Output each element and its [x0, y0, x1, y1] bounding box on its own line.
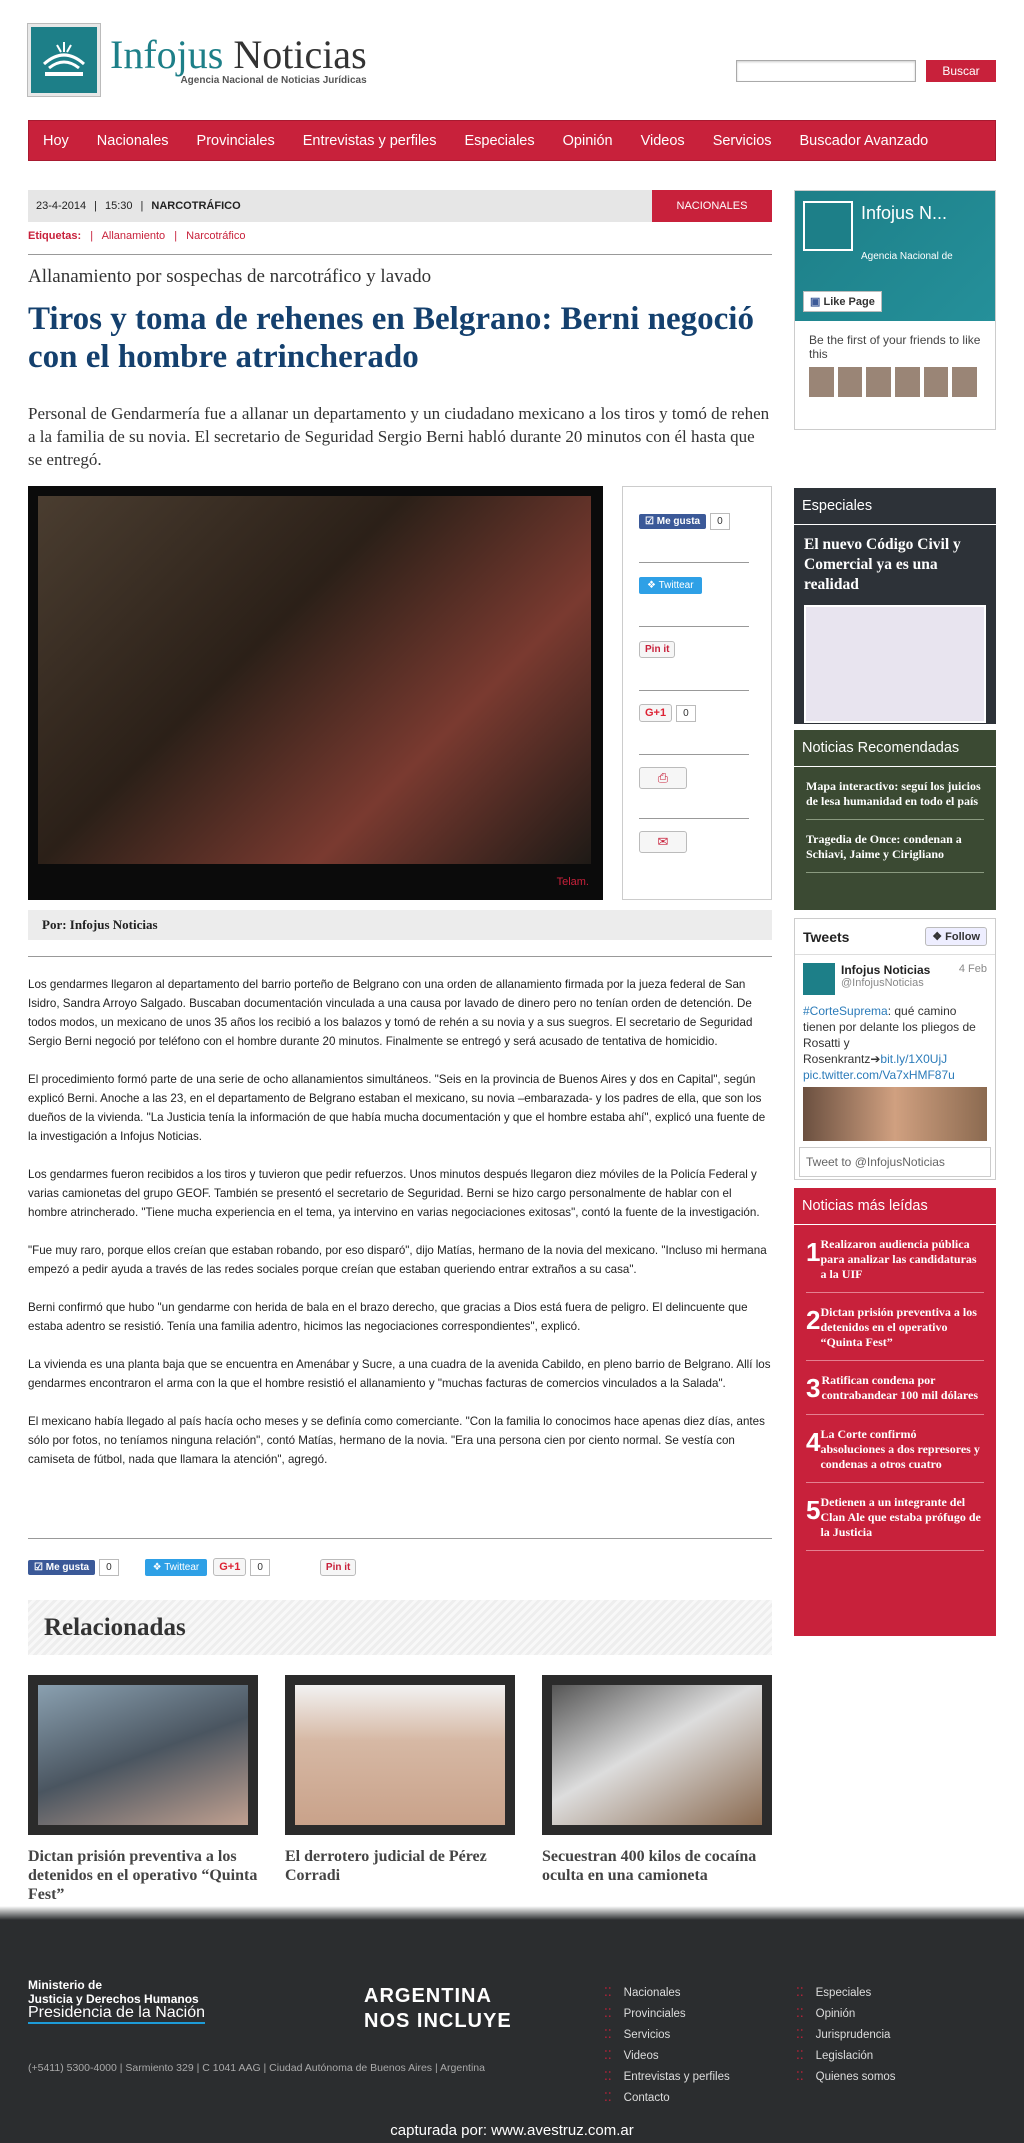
mas-leida-title: Dictan prisión preventiva a los detenidos en el operativo “Quinta Fest” [820, 1305, 977, 1349]
tweet-date[interactable]: 4 Feb [958, 963, 987, 975]
footer-link[interactable]: ⁚⁚ Provinciales [604, 2003, 730, 2024]
search-form [736, 60, 996, 82]
tweet-compose-input[interactable]: Tweet to @InfojusNoticias [799, 1147, 991, 1177]
rank-number: 2 [806, 1305, 821, 1335]
site-logo[interactable] [28, 24, 367, 96]
article-paragraph: El mexicano había llegado al país hacía ocho meses y se definía como comerciante. "Con la familia lo conocimos hace apenas diez días, antes sólo por fotos, no teníamos ninguna relación", contó Matías, hermano de la novia. "Era una persona cien por ciento normal. Se vestía con camiseta de fútbol, nada que llamara la atención", agregó. [28, 1415, 765, 1466]
fb-like-page-label: Like Page [823, 296, 875, 308]
tweets-heading: Tweets [803, 928, 850, 945]
article-paragraph: El procedimiento formó parte de una serie de ocho allanamientos simultáneos. "Seis en la provincia de Buenos Aires y dos en Capital", según explicó Berni. Anoche a las 23, en el departamento de Belgrano estaban el mexicano, su novia –embarazada- y los padres de ella, que son los dueños de la vivienda. "La Justicia tenía la información de que había mucha documentación y que el hombre estaba ahí", explicó una fuente de la investigación a Infojus Noticias. [28, 1073, 766, 1143]
article-section[interactable]: NARCOTRÁFICO [151, 200, 241, 212]
footer-link[interactable]: ⁚⁚ Legislación [796, 2045, 896, 2066]
press-photo-image [38, 496, 591, 864]
ministerio-line: Ministerio de [28, 1978, 103, 1992]
logo-subtitle: Agencia Nacional de Noticias Jurídicas [180, 74, 367, 86]
tags-row: Etiquetas: | Allanamiento | Narcotráfico [28, 230, 246, 242]
related-image[interactable] [28, 1675, 258, 1835]
footer-link[interactable]: ⁚⁚ Opinión [796, 2003, 896, 2024]
main-nav [28, 120, 996, 161]
nav-item[interactable]: Provinciales [196, 132, 275, 149]
footer-link[interactable]: ⁚⁚ Nacionales [604, 1982, 730, 2003]
footer-link[interactable]: ⁚⁚ Entrevistas y perfiles [604, 2066, 730, 2087]
related-card[interactable] [28, 1675, 258, 1904]
rank-number: 4 [806, 1427, 821, 1457]
footer-address: (+5411) 5300-4000 | Sarmiento 329 | C 1041 AAG | Ciudad Autónoma de Buenos Aires | Argentina [28, 2062, 485, 2074]
fb-page-sub: Agencia Nacional de [861, 251, 953, 262]
argentina-line: NOS INCLUYE [364, 2010, 512, 2032]
gplus-count: 0 [250, 1559, 270, 1576]
tweet-image[interactable] [803, 1087, 987, 1141]
mas-leida-title: Detienen a un integrante del Clan Ale que estaba prófugo de la Justicia [820, 1495, 981, 1539]
tweet-user[interactable]: Infojus Noticias [841, 963, 931, 977]
capture-credit: capturada por: www.avestruz.com.ar [390, 2122, 634, 2139]
tag-link[interactable]: Allanamiento [101, 230, 166, 242]
related-card[interactable] [542, 1675, 772, 1885]
divider [28, 956, 772, 957]
rank-number: 3 [806, 1373, 821, 1403]
nav-item[interactable]: Servicios [712, 132, 772, 149]
mas-leida-title: La Corte confirmó absoluciones a dos represores y condenas a otros cuatro [820, 1427, 980, 1471]
related-heading: Relacionadas [28, 1600, 772, 1655]
related-card[interactable] [285, 1675, 515, 1885]
article-kicker: Allanamiento por sospechas de narcotráfico y lavado [28, 266, 432, 287]
mas-leida-title: Ratifican condena por contrabandear 100 mil dólares [821, 1373, 979, 1402]
article-lead: Personal de Gendarmería fue a allanar un departamento y un ciudadano mexicano a los tiros y tomó de rehen a la familia de su novia. El secretario de Seguridad Sergio Berni habló durante 20 minutos con él hasta que se entregó. [28, 404, 770, 469]
pinterest-button[interactable]: Pin it [639, 641, 675, 658]
argentina-logo [364, 1984, 512, 2034]
tweet-label: Twittear [164, 1561, 200, 1573]
footer [0, 1920, 1024, 2143]
tweet-button[interactable]: ❖ Twittear [639, 577, 702, 594]
facebook-widget [794, 190, 996, 430]
tweet-hashtag[interactable]: #CorteSuprema [803, 1004, 888, 1018]
category-tag[interactable]: NACIONALES [652, 190, 772, 222]
follow-label: Follow [945, 931, 980, 943]
footer-link[interactable]: ⁚⁚ Jurisprudencia [796, 2024, 896, 2045]
related-title[interactable]: Dictan prisión preventiva a los detenidos en el operativo “Quinta Fest” [28, 1848, 258, 1903]
bottom-share-bar [28, 1558, 356, 1576]
divider [28, 254, 772, 255]
especiales-panel [794, 488, 996, 724]
especiales-heading[interactable]: Especiales [794, 488, 996, 525]
gplus-button[interactable]: G+1 [213, 1558, 246, 1576]
recomendadas-heading: Noticias Recomendadas [794, 730, 996, 767]
presidencia-line: Presidencia de la Nación [28, 2006, 205, 2024]
fb-like-count: 0 [710, 513, 730, 530]
search-button[interactable]: Buscar [926, 60, 996, 82]
article-title: Tiros y toma de rehenes en Belgrano: Berni negoció con el hombre atrincherado [28, 301, 754, 375]
tweet-body: : qué camino tienen por delante los pliegos de Rosatti y Rosenkrantz➔ [803, 1004, 976, 1066]
article-date: 23-4-2014 [36, 200, 87, 212]
related-image[interactable] [285, 1675, 515, 1835]
argentina-line: ARGENTINA [364, 1985, 492, 2007]
related-image[interactable] [542, 1675, 772, 1835]
tweet-handle[interactable]: @InfojusNoticias [841, 977, 924, 989]
ministerio-logo[interactable] [28, 1978, 205, 2024]
related-title[interactable]: El derrotero judicial de Pérez Corradi [285, 1848, 487, 1884]
article-body [28, 975, 772, 1488]
logo-emblem-icon [28, 24, 100, 96]
nav-item[interactable]: Videos [640, 132, 685, 149]
search-input[interactable] [736, 60, 916, 82]
tag-link[interactable]: Narcotráfico [186, 230, 246, 242]
nav-item[interactable]: Especiales [464, 132, 535, 149]
article-paragraph: "Fue muy raro, porque ellos creían que estaban robando, por eso disparó", dijo Matías, hermano de la novia del mexicano. "Incluso mi hermana empezó a pedir ayuda a través de las redes sociales porque creían que estaban queriendo entrar extraños a su casa". [28, 1244, 767, 1276]
article-byline: Por: Infojus Noticias [28, 910, 772, 940]
mas-leidas-panel [794, 1188, 996, 1636]
recomendadas-panel [794, 730, 996, 910]
footer-link[interactable]: ⁚⁚ Especiales [796, 1982, 896, 2003]
nav-item[interactable]: Buscador Avanzado [799, 132, 929, 149]
fb-page-name[interactable]: Infojus N... [861, 203, 948, 223]
recomendada-item[interactable]: Mapa interactivo: seguí los juicios de lesa humanidad en todo el país [806, 779, 984, 820]
fb-like-button[interactable]: ☑ Me gusta [28, 1560, 95, 1575]
divider [28, 1538, 772, 1539]
logo-name2: Noticias [233, 31, 367, 77]
mas-leida-item[interactable] [806, 1427, 984, 1483]
share-column [622, 486, 772, 900]
tags-label: Etiquetas: [28, 230, 82, 242]
footer-link[interactable]: ⁚⁚ Servicios [604, 2024, 730, 2045]
article-meta-bar: 23-4-2014 | 15:30 | NARCOTRÁFICO NACIONALES [28, 190, 772, 222]
logo-name: Infojus [110, 31, 224, 77]
especiales-image[interactable] [804, 605, 986, 723]
article-paragraph: Los gendarmes fueron recibidos a los tiros y tuvieron que pedir refuerzos. Unos minutos después llegaron diez móviles de la Policía Federal y varias camionetas del grupo GEOF. También se presentó el secretario de Seguridad. Berni se hizo cargo personalmente de hablar con el hombre atrincherado. "Tiene mucha experiencia en el tema, ya intervino en varias negociaciones exitosas", contó la fuente de la investigación. [28, 1168, 760, 1219]
footer-links-col1 [604, 1982, 730, 2108]
email-icon[interactable]: ✉ [639, 831, 687, 853]
article-photo [28, 486, 603, 900]
article-time: 15:30 [105, 200, 133, 212]
pinterest-button[interactable]: Pin it [320, 1559, 356, 1576]
related-title[interactable]: Secuestran 400 kilos de cocaína oculta en una camioneta [542, 1848, 757, 1884]
gplus-button[interactable]: G+1 [639, 704, 672, 722]
fb-like-label: Me gusta [656, 516, 701, 527]
ministerio-line: Justicia y Derechos Humanos [28, 1992, 199, 2006]
photo-credit: Telam. [556, 876, 589, 888]
footer-link[interactable]: ⁚⁚ Contacto [604, 2087, 730, 2108]
mas-leida-title: Realizaron audiencia pública para analizar las candidaturas a la UIF [820, 1237, 977, 1281]
nav-item[interactable]: Hoy [43, 132, 69, 149]
fb-like-label: Me gusta [45, 1561, 90, 1573]
article-paragraph: La vivienda es una planta baja que se encuentra en Amenábar y Sucre, a una cuadra de la avenida Cabildo, en pleno barrio de Belgrano. Allí los gendarmes encontraron el arma con la que el hombre resistió el allanamiento y "muchas facturas de comercios vinculados a la Salada". [28, 1358, 771, 1390]
fb-like-count: 0 [99, 1559, 119, 1576]
mas-leida-item[interactable] [806, 1305, 984, 1361]
nav-item[interactable]: Entrevistas y perfiles [302, 132, 437, 149]
tweet-button[interactable]: ❖ Twittear [145, 1559, 208, 1576]
fb-page-logo-icon [803, 201, 853, 251]
gplus-count: 0 [676, 705, 696, 722]
fb-like-button[interactable]: ☑ Me gusta [639, 514, 706, 529]
twitter-avatar[interactable] [803, 963, 835, 995]
nav-item[interactable]: Nacionales [96, 132, 169, 149]
recomendada-item[interactable]: Tragedia de Once: condenan a Schiavi, Jaime y Cirigliano [806, 832, 984, 873]
tweet-label: Twittear [658, 580, 694, 591]
fb-like-page-button[interactable]: ▣ Like Page [803, 291, 882, 312]
tweet-text [795, 1003, 995, 1083]
print-icon[interactable]: ⎙ [639, 767, 687, 789]
follow-button[interactable]: ❖ Follow [925, 927, 987, 946]
especiales-item[interactable]: El nuevo Código Civil y Comercial ya es una realidad [804, 536, 961, 593]
mas-leida-item[interactable] [806, 1373, 984, 1415]
mas-leida-item[interactable] [806, 1495, 984, 1551]
article-paragraph: Berni confirmó que hubo "un gendarme con herida de bala en el brazo derecho, que gracias a Dios está fuera de peligro. El delincuente que estaba adentro se resistió. Tenía una familia adentro, hicimos las negociaciones correspondientes", explicó. [28, 1301, 748, 1333]
rank-number: 5 [806, 1495, 821, 1525]
nav-item[interactable]: Opinión [562, 132, 613, 149]
tweet-link[interactable]: bit.ly/1X0UjJ [880, 1052, 948, 1066]
mas-leidas-heading: Noticias más leídas [794, 1188, 996, 1225]
article-paragraph: Los gendarmes llegaron al departamento del barrio porteño de Belgrano con una orden de allanamiento firmada por la jueza federal de San Isidro, Sandra Arroyo Salgado. Buscaban documentación vinculada a una causa por lavado de dinero pero no tenían orden de detención. De todos modos, un mexicano de unos 35 años los recibió a los balazos y tomó de rehén a su novia y a sus suegros. El secretario de Seguridad Sergio Berni negoció por teléfono con el hombre durante 20 minutos. Finalmente se entregó y será acusado de tentativa de homicidio. [28, 978, 753, 1048]
fb-friends-text: Be the first of your friends to like this [809, 333, 981, 361]
tweet-link[interactable]: pic.twitter.com/Va7xHMF87u [803, 1068, 955, 1082]
footer-link[interactable]: ⁚⁚ Videos [604, 2045, 730, 2066]
rank-number: 1 [806, 1237, 821, 1267]
footer-link[interactable]: ⁚⁚ Quienes somos [796, 2066, 896, 2087]
fb-faces [795, 367, 995, 397]
footer-links-col2 [796, 1982, 896, 2087]
twitter-widget [794, 918, 996, 1180]
mas-leida-item[interactable] [806, 1237, 984, 1293]
